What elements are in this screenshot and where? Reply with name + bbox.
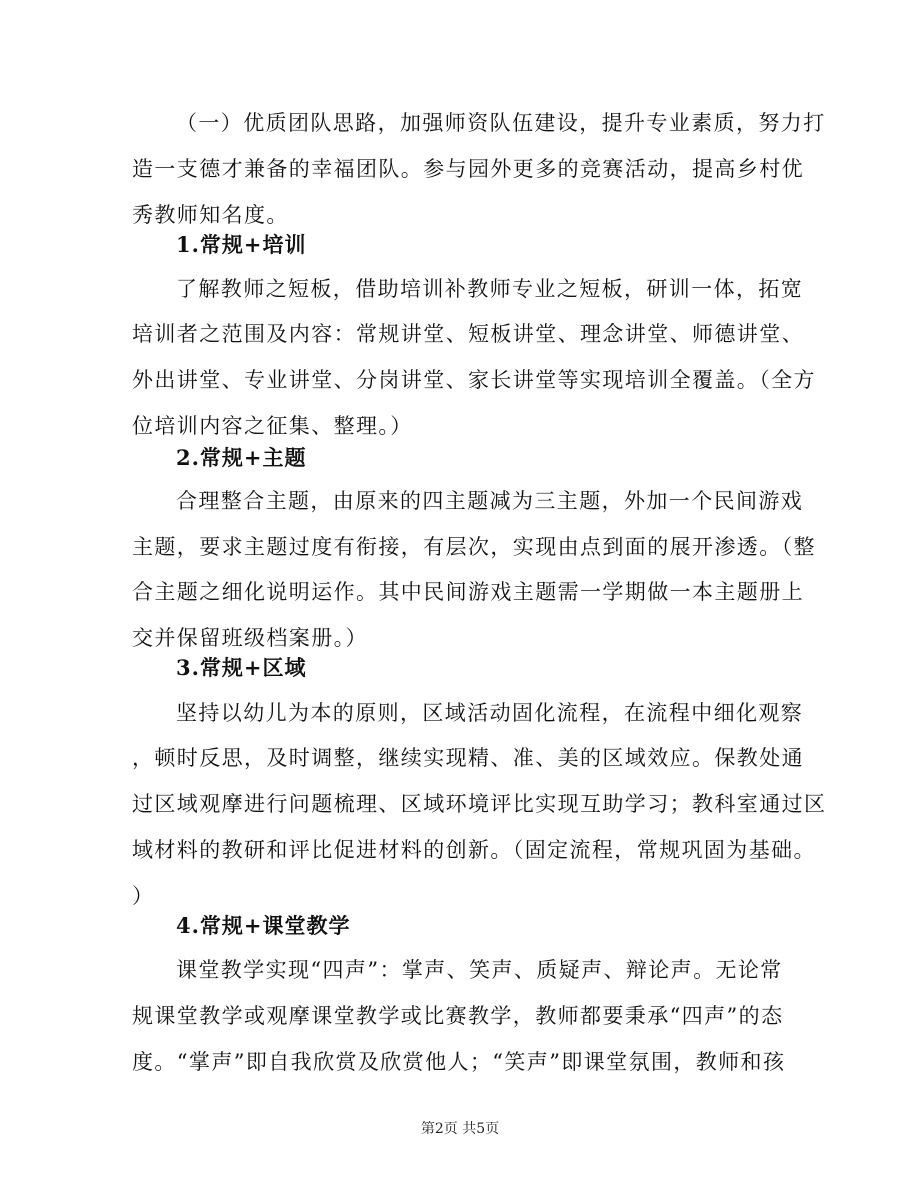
body-line: 坚持以幼儿为本的原则，区域活动固化流程，在流程中细化观察 xyxy=(176,701,804,725)
body-line: 过区域观摩进行问题梳理、区域环境评比实现互助学习；教科室通过区 xyxy=(132,792,827,816)
body-line: ，顿时反思，及时调整，继续实现精、准、美的区域效应。保教处通 xyxy=(132,746,804,770)
section-heading: 3.常规+区域 xyxy=(176,655,307,680)
body-line: 位培训内容之征集、整理。） xyxy=(132,414,413,438)
body-line: （一）优质团队思路，加强师资队伍建设，提升专业素质，努力打 xyxy=(176,111,826,135)
body-line: 造一支德才兼备的幸福团队。参与园外更多的竞赛活动，提高乡村优 xyxy=(132,157,804,181)
body-line: 合理整合主题，由原来的四主题减为三主题，外加一个民间游戏 xyxy=(176,489,804,513)
body-line: 域材料的教研和评比促进材料的创新。（固定流程，常规巩固为基础。 xyxy=(132,838,816,862)
body-line: 度。“掌声”即自我欣赏及欣赏他人；“笑声”即课堂氛围，教师和孩 xyxy=(132,1050,786,1074)
body-line: 交并保留班级档案册。） xyxy=(132,626,368,650)
body-line: 外出讲堂、专业讲堂、分岗讲堂、家长讲堂等实现培训全覆盖。（全方 xyxy=(132,368,816,392)
body-line: ） xyxy=(132,884,155,908)
body-line: 规课堂教学或观摩课堂教学或比赛教学，教师都要秉承“四声”的态 xyxy=(132,1004,784,1028)
body-line: 主题，要求主题过度有衔接，有层次，实现由点到面的展开渗透。（整 xyxy=(132,535,816,559)
body-line: 合主题之细化说明运作。其中民间游戏主题需一学期做一本主题册上 xyxy=(132,580,804,604)
body-line: 培训者之范围及内容：常规讲堂、短板讲堂、理念讲堂、师德讲堂、 xyxy=(132,322,804,346)
body-line: 课堂教学实现“四声”：掌声、笑声、质疑声、辩论声。无论常 xyxy=(176,958,783,982)
page-number-footer: 第2页 共5页 xyxy=(420,1121,500,1137)
body-line: 了解教师之短板，借助培训补教师专业之短板，研训一体，拓宽 xyxy=(176,277,804,301)
body-line: 秀教师知名度。 xyxy=(132,203,289,227)
section-heading: 1.常规+培训 xyxy=(176,232,307,257)
section-heading: 4.常规+课堂教学 xyxy=(176,913,351,938)
section-heading: 2.常规+主题 xyxy=(176,445,307,470)
